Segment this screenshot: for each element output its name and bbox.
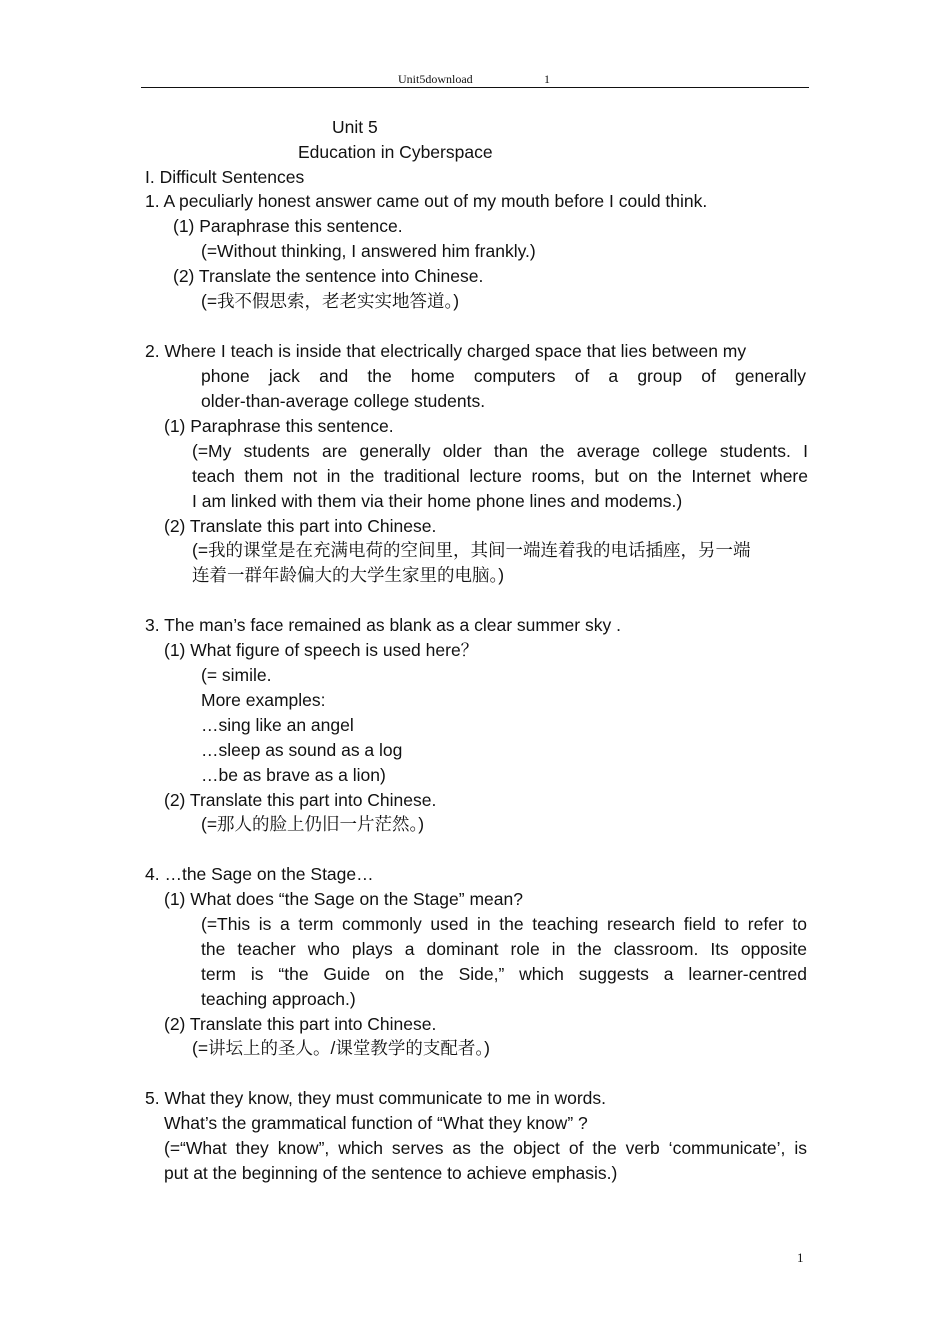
item-2-answer-1-line-2: teach them not in the traditional lecture rooms, but on the Internet where <box>192 466 808 486</box>
item-2-sentence-cont-1: phone jack and the home computers of a group of generally <box>201 366 806 386</box>
item-4-answer-1-line-2: the teacher who plays a dominant role in the classroom. Its opposite <box>201 939 807 959</box>
unit-label: Unit 5 <box>332 117 378 137</box>
item-3-answer-2: (=那人的脸上仍旧一片茫然。) <box>201 814 425 834</box>
item-3-question-2: (2) Translate this part into Chinese. <box>164 790 437 810</box>
item-2-answer-1-line-1: (=My students are generally older than the average college students. I <box>192 441 808 461</box>
item-2-answer-2-line-1: (=我的课堂是在充满电荷的空间里，其间一端连着我的电话插座，另一端 <box>192 540 751 560</box>
item-2-question-1: (1) Paraphrase this sentence. <box>164 416 394 436</box>
item-2-question-2: (2) Translate this part into Chinese. <box>164 516 437 536</box>
item-2-answer-2-line-2: 连着一群年龄偏大的大学生家里的电脑。) <box>192 565 505 585</box>
section-heading: I. Difficult Sentences <box>145 167 305 187</box>
item-1-question-1: (1) Paraphrase this sentence. <box>173 216 403 236</box>
item-4-question-1: (1) What does “the Sage on the Stage” mean? <box>164 889 523 909</box>
item-4-answer-1-line-3: term is “the Guide on the Side,” which suggests a learner-centred <box>201 964 807 984</box>
item-3-answer-1-line-2: More examples: <box>201 690 326 710</box>
item-5-question-1: What’s the grammatical function of “What they know” ? <box>164 1113 588 1133</box>
item-5-sentence: 5. What they know, they must communicate to me in words. <box>145 1088 607 1108</box>
item-5-answer-1-line-2: put at the beginning of the sentence to achieve emphasis.) <box>164 1163 618 1183</box>
item-4-sentence: 4. …the Sage on the Stage… <box>145 864 374 884</box>
item-4-answer-2: (=讲坛上的圣人。/课堂教学的支配者。) <box>192 1038 490 1058</box>
footer-page-number: 1 <box>797 1250 804 1265</box>
item-1-question-2: (2) Translate the sentence into Chinese. <box>173 266 484 286</box>
item-3-answer-1-line-1: (= simile. <box>201 665 272 685</box>
item-4-question-2: (2) Translate this part into Chinese. <box>164 1014 437 1034</box>
item-4-answer-1-line-4: teaching approach.) <box>201 989 356 1009</box>
header-page-number: 1 <box>544 72 550 86</box>
item-1-sentence: 1. A peculiarly honest answer came out of my mouth before I could think. <box>145 191 708 211</box>
item-3-sentence: 3. The man’s face remained as blank as a clear summer sky . <box>145 615 621 635</box>
unit-title: Education in Cyberspace <box>298 142 493 162</box>
item-3-example-2: …sleep as sound as a log <box>201 740 403 760</box>
item-2-sentence-cont-2: older-than-average college students. <box>201 391 486 411</box>
item-2-answer-1-line-3: I am linked with them via their home phone lines and modems.) <box>192 491 683 511</box>
item-2-sentence: 2. Where I teach is inside that electrically charged space that lies between my <box>145 341 747 361</box>
item-3-example-1: …sing like an angel <box>201 715 354 735</box>
item-3-example-3: …be as brave as a lion) <box>201 765 386 785</box>
item-1-answer-2: (=我不假思索，老老实实地答道。) <box>201 291 460 311</box>
item-5-answer-1-line-1: (=“What they know”, which serves as the object of the verb ‘communicate’, is <box>164 1138 807 1158</box>
item-1-answer-1: (=Without thinking, I answered him frankly.) <box>201 241 536 261</box>
page-header <box>141 70 809 88</box>
item-3-question-1: (1) What figure of speech is used here？ <box>164 640 479 660</box>
header-title: Unit5download <box>398 72 473 86</box>
item-4-answer-1-line-1: (=This is a term commonly used in the teaching research field to refer to <box>201 914 807 934</box>
